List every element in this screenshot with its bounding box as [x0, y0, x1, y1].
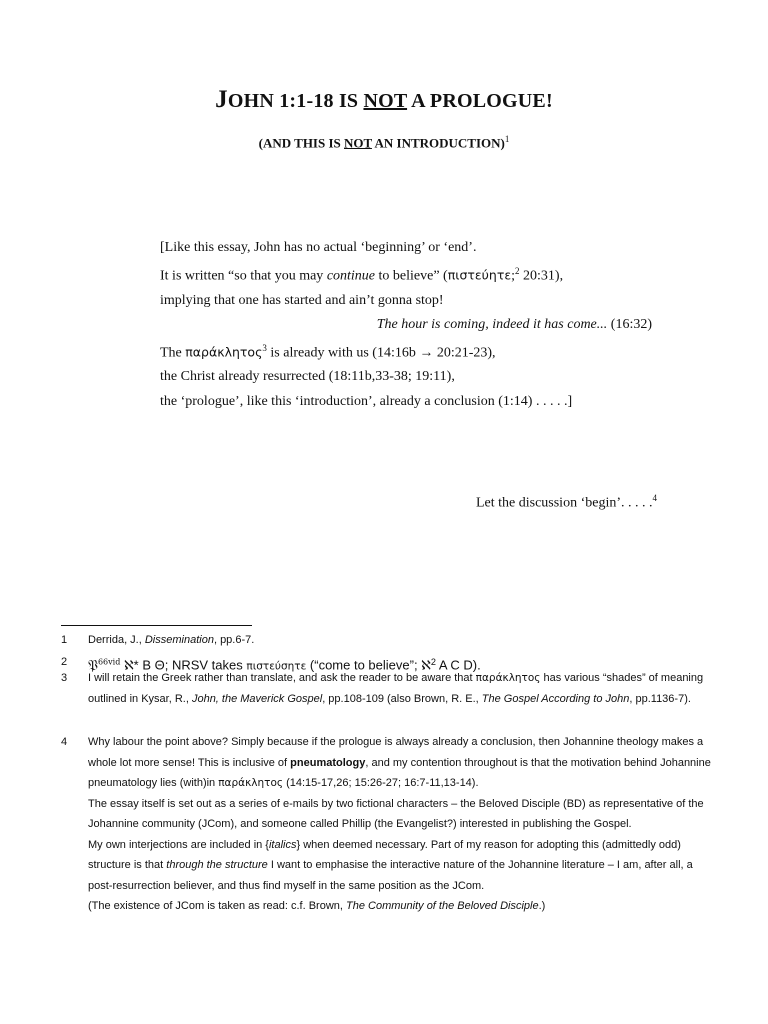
- title-initial: J: [215, 86, 228, 113]
- verse-line-6: the Christ already resurrected (18:11b,33-38; 19:11),: [160, 369, 455, 384]
- title-end: A PROLOGUE!: [407, 90, 553, 112]
- footnote-number: 1: [61, 634, 68, 646]
- closing-line: Let the discussion ‘begin’. . . . .$^4$: [475, 493, 657, 511]
- footnote-ref-4: 4: [652, 493, 657, 503]
- greek-word: παράκλητος: [218, 777, 284, 789]
- footnote-4: [61, 732, 711, 917]
- verse-line-4: The hour is coming, indeed it has come... (16:32): [376, 317, 652, 332]
- footnote-3: 3 I will retain the Greek rather than translate, and ask the reader to be aware that παράκλητος has various “shades” of meaning outlined in Kysar, R., John, the Maverick Gospel, pp.108-109 (also Brown, R. E., The Gospel According to John, pp.1136-7).: [61, 668, 711, 709]
- footnote-4-para-3: My own interjections are included in {italics} when deemed necessary. Part of my reason for adopting this (admittedly odd) structure is that through the structure I want to emphasise the interactive nature of the Johannine literature – I am, after all, a post-resurrection believer, and thus find myself in the same position as the JCom.: [88, 838, 693, 892]
- subtitle-post: AN INTRODUCTION): [371, 135, 505, 151]
- verse-line-1: [Like this essay, John has no actual ‘beginning’ or ‘end’.: [160, 240, 477, 255]
- footnote-separator: [61, 625, 252, 626]
- footnote-ref-3: 3: [262, 343, 267, 353]
- greek-word: παράκλητος: [475, 672, 541, 684]
- verse-line-3: implying that one has started and ain’t gonna stop!: [160, 293, 444, 308]
- hour-quote: The hour is coming, indeed it has come...: [376, 317, 608, 332]
- greek-word: πιστεύητε: [447, 267, 512, 283]
- greek-word: παράκλητος: [185, 344, 263, 360]
- title-not: NOT: [363, 90, 408, 112]
- footnote-2: 2 𝔓$^{66vid}$ ℵ* B Θ; NRSV takes πιστεύσητε (“come to believe”; ℵ$^2$ A C D).: [61, 652, 711, 677]
- footnote-number: 2: [61, 656, 68, 668]
- page-title: [0, 86, 768, 114]
- footnote-ref-1: 1: [504, 134, 510, 144]
- subtitle-pre: (AND THIS IS: [258, 135, 345, 151]
- greek-word: πιστεύσητε: [246, 660, 307, 673]
- footnote-4-para-1: Why labour the point above? Simply because if the prologue is always already a conclusion, then Johannine theology makes a whole lot more sense! This is inclusive of pneumatology, and my contention throughout is that the motivation behind Johannine pneumatology lies (with)in παράκλητος (14:15-17,26; 15:26-27; 16:7-11,13-14).: [88, 736, 711, 789]
- footnote-number: 4: [61, 736, 68, 748]
- footnote-4-para-2: The essay itself is set out as a series of e-mails by two fictional characters – the Beloved Disciple (BD) as representative of the Johannine community (JCom), and someone called Phillip (the Evangelist?) interested in publishing the Gospel.: [88, 797, 704, 830]
- verse-line-7: the ‘prologue’, like this ‘introduction’, already a conclusion (1:14) . . . . .]: [160, 394, 573, 409]
- papyrus-siglum: 𝔓$^{66vid}$: [88, 657, 121, 674]
- title-text: OHN 1:1-18 IS: [227, 90, 364, 112]
- page-subtitle: [0, 134, 768, 151]
- footnote-1: 1 Derrida, J., Dissemination, pp.6-7.: [61, 630, 711, 651]
- emphasis-continue: continue: [326, 268, 376, 284]
- footnote-4-para-4: (The existence of JCom is taken as read: c.f. Brown, The Community of the Beloved Disciple.): [88, 900, 546, 912]
- footnote-ref-2: 2: [515, 266, 520, 276]
- pneumatology-bold: pneumatology: [290, 756, 366, 769]
- footnote-number: 3: [61, 672, 68, 684]
- subtitle-not: NOT: [344, 135, 372, 151]
- verse-line-2: It is written “so that you may continue to believe” (πιστεύητε;$^2$ 20:31),: [160, 266, 564, 284]
- verse-line-5: The παράκλητος$^3$ is already with us (14:16b → 20:21-23),: [160, 343, 496, 361]
